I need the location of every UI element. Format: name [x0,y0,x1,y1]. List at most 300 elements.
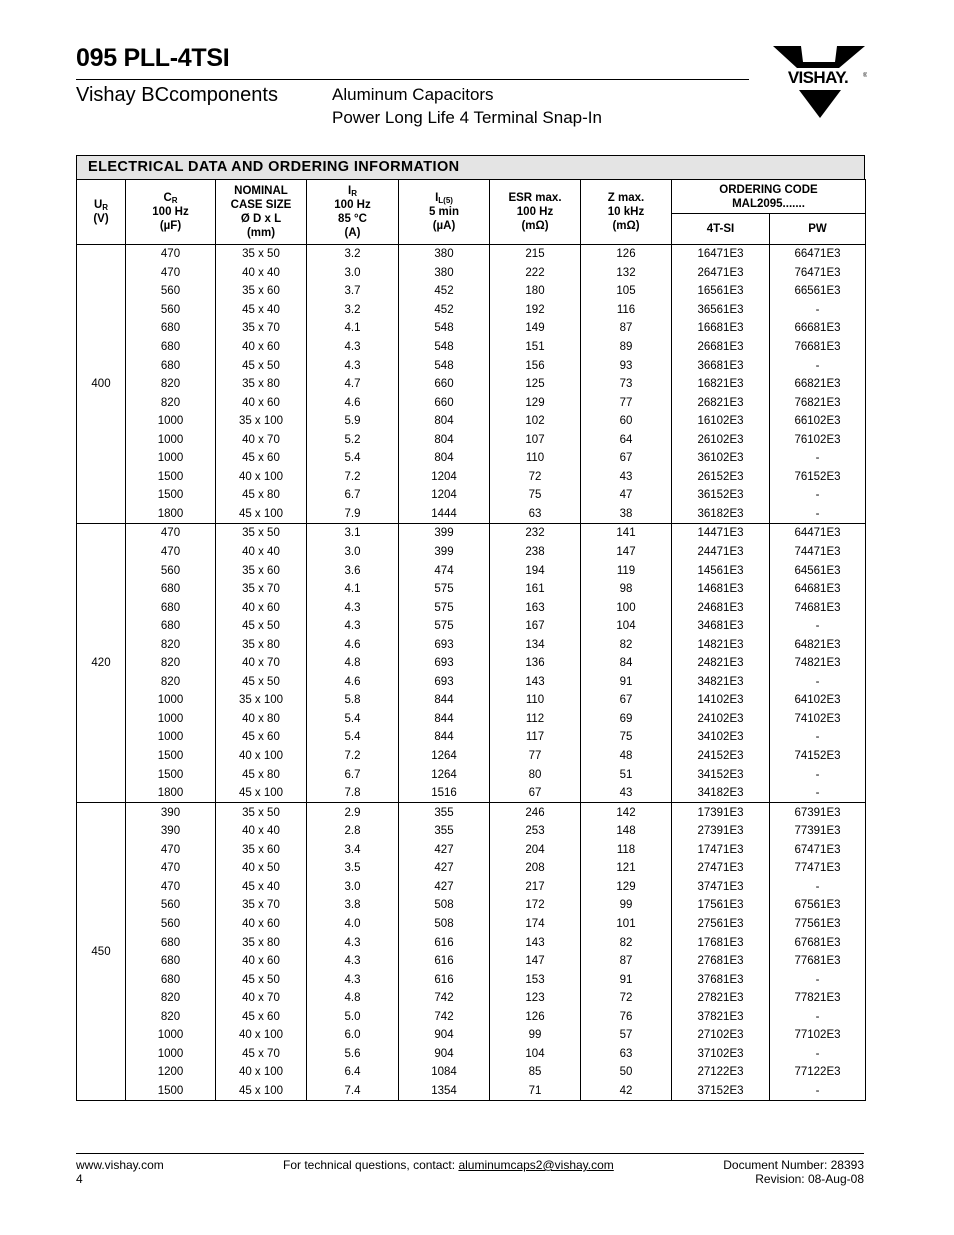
esr-cell: 75 [490,486,581,505]
cr-cell: 1000 [126,1045,216,1064]
case-size-cell: 40 x 60 [216,952,307,971]
ir-cell: 4.3 [307,356,399,375]
table-row [77,1026,866,1045]
z-cell: 147 [581,543,672,562]
code-4tsi-cell: 16102E3 [672,412,770,431]
cr-cell: 560 [126,301,216,320]
cr-cell: 1000 [126,728,216,747]
z-cell: 104 [581,617,672,636]
code-pw-cell: 76102E3 [770,430,866,449]
table-row [77,449,866,468]
case-size-cell: 40 x 40 [216,264,307,283]
esr-cell: 71 [490,1082,581,1101]
cr-cell: 820 [126,393,216,412]
case-size-cell: 40 x 70 [216,430,307,449]
cr-cell: 680 [126,617,216,636]
z-cell: 99 [581,896,672,915]
cr-cell: 680 [126,580,216,599]
ir-cell: 3.6 [307,561,399,580]
z-cell: 126 [581,245,672,264]
ir-cell: 4.3 [307,970,399,989]
code-4tsi-cell: 34182E3 [672,784,770,803]
product-subtitle [332,83,602,129]
cr-cell: 470 [126,878,216,897]
code-pw-cell: 64471E3 [770,524,866,543]
il-cell: 548 [399,338,490,357]
ir-cell: 4.8 [307,654,399,673]
z-cell: 64 [581,430,672,449]
z-cell: 148 [581,822,672,841]
il-cell: 355 [399,803,490,822]
z-cell: 50 [581,1063,672,1082]
esr-cell: 143 [490,673,581,692]
z-cell: 43 [581,468,672,487]
esr-cell: 102 [490,412,581,431]
cr-cell: 680 [126,952,216,971]
z-cell: 119 [581,561,672,580]
code-pw-cell: 64681E3 [770,580,866,599]
ir-cell: 4.3 [307,952,399,971]
code-4tsi-cell: 36182E3 [672,505,770,524]
ir-cell: 2.9 [307,803,399,822]
ir-cell: 7.2 [307,747,399,766]
case-size-cell: 35 x 60 [216,561,307,580]
case-size-cell: 35 x 60 [216,841,307,860]
case-size-cell: 45 x 80 [216,765,307,784]
code-pw-cell: - [770,617,866,636]
cr-cell: 1200 [126,1063,216,1082]
code-pw-cell: 77391E3 [770,822,866,841]
header-rule [76,79,749,80]
z-cell: 82 [581,635,672,654]
ir-cell: 4.6 [307,393,399,412]
case-size-cell: 40 x 60 [216,598,307,617]
il-cell: 660 [399,375,490,394]
table-row [77,784,866,803]
code-pw-cell: 64102E3 [770,691,866,710]
z-cell: 89 [581,338,672,357]
ir-cell: 4.6 [307,635,399,654]
code-4tsi-cell: 26102E3 [672,430,770,449]
code-pw-cell: - [770,1045,866,1064]
cr-cell: 470 [126,543,216,562]
esr-cell: 163 [490,598,581,617]
il-cell: 1084 [399,1063,490,1082]
case-size-cell: 40 x 100 [216,1063,307,1082]
code-4tsi-cell: 34102E3 [672,728,770,747]
table-row [77,1063,866,1082]
esr-cell: 161 [490,580,581,599]
z-cell: 51 [581,765,672,784]
z-cell: 43 [581,784,672,803]
table-row [77,728,866,747]
il-cell: 616 [399,933,490,952]
esr-cell: 192 [490,301,581,320]
ir-cell: 3.0 [307,543,399,562]
il-cell: 380 [399,245,490,264]
table-row [77,486,866,505]
ir-cell: 4.3 [307,598,399,617]
col-header-il: $I_{L(5)}$ 5 min (µA) [399,180,490,245]
z-cell: 48 [581,747,672,766]
logo-text: VISHAY. [787,68,849,87]
ir-cell: 3.5 [307,859,399,878]
code-4tsi-cell: 14471E3 [672,524,770,543]
il-cell: 1264 [399,765,490,784]
code-4tsi-cell: 24681E3 [672,598,770,617]
table-row [77,430,866,449]
table-row [77,803,866,822]
code-pw-cell: - [770,970,866,989]
cr-cell: 680 [126,933,216,952]
table-row [77,301,866,320]
code-4tsi-cell: 17561E3 [672,896,770,915]
il-cell: 693 [399,654,490,673]
ir-cell: 4.0 [307,915,399,934]
code-4tsi-cell: 37821E3 [672,1007,770,1026]
code-4tsi-cell: 34821E3 [672,673,770,692]
ir-cell: 3.7 [307,282,399,301]
esr-cell: 204 [490,841,581,860]
code-pw-cell: 74821E3 [770,654,866,673]
code-pw-cell: 67681E3 [770,933,866,952]
col-header-ur: $U_R$ (V) [77,180,126,245]
il-cell: 1264 [399,747,490,766]
table-row [77,710,866,729]
ir-cell: 4.7 [307,375,399,394]
code-4tsi-cell: 24102E3 [672,710,770,729]
esr-cell: 129 [490,393,581,412]
case-size-cell: 35 x 70 [216,319,307,338]
z-cell: 105 [581,282,672,301]
ir-cell: 6.7 [307,765,399,784]
table-row [77,841,866,860]
code-4tsi-cell: 14561E3 [672,561,770,580]
il-cell: 742 [399,1007,490,1026]
il-cell: 427 [399,841,490,860]
z-cell: 84 [581,654,672,673]
cr-cell: 560 [126,561,216,580]
table-body [77,245,866,1101]
case-size-cell: 40 x 100 [216,1026,307,1045]
code-4tsi-cell: 16821E3 [672,375,770,394]
code-pw-cell: 74152E3 [770,747,866,766]
code-pw-cell: 66561E3 [770,282,866,301]
z-cell: 129 [581,878,672,897]
document-title: 095 PLL-4TSI [76,44,230,72]
code-4tsi-cell: 16471E3 [672,245,770,264]
code-pw-cell: 76152E3 [770,468,866,487]
esr-cell: 63 [490,505,581,524]
z-cell: 100 [581,598,672,617]
code-4tsi-cell: 24471E3 [672,543,770,562]
ur-voltage-cell: 450 [77,803,126,1101]
ir-cell: 5.8 [307,691,399,710]
code-4tsi-cell: 26471E3 [672,264,770,283]
cr-cell: 560 [126,282,216,301]
z-cell: 60 [581,412,672,431]
table-row [77,412,866,431]
code-pw-cell: - [770,505,866,524]
contact-email-link[interactable]: aluminumcaps2@vishay.com [458,1158,614,1172]
il-cell: 904 [399,1045,490,1064]
code-pw-cell: 77821E3 [770,989,866,1008]
code-4tsi-cell: 16681E3 [672,319,770,338]
code-4tsi-cell: 34152E3 [672,765,770,784]
esr-cell: 99 [490,1026,581,1045]
case-size-cell: 45 x 100 [216,784,307,803]
il-cell: 804 [399,430,490,449]
cr-cell: 1800 [126,505,216,524]
code-pw-cell: 64561E3 [770,561,866,580]
esr-cell: 153 [490,970,581,989]
case-size-cell: 45 x 50 [216,673,307,692]
code-4tsi-cell: 16561E3 [672,282,770,301]
z-cell: 142 [581,803,672,822]
code-4tsi-cell: 27102E3 [672,1026,770,1045]
z-cell: 118 [581,841,672,860]
esr-cell: 147 [490,952,581,971]
code-4tsi-cell: 27561E3 [672,915,770,934]
z-cell: 132 [581,264,672,283]
esr-cell: 107 [490,430,581,449]
col-header-ordering-code: ORDERING CODE MAL2095....... [672,180,866,214]
table-row [77,468,866,487]
esr-cell: 117 [490,728,581,747]
il-cell: 844 [399,691,490,710]
il-cell: 844 [399,710,490,729]
code-pw-cell: - [770,301,866,320]
z-cell: 93 [581,356,672,375]
case-size-cell: 40 x 40 [216,822,307,841]
code-pw-cell: 74471E3 [770,543,866,562]
esr-cell: 112 [490,710,581,729]
ir-cell: 3.2 [307,245,399,264]
table-row [77,915,866,934]
code-4tsi-cell: 14821E3 [672,635,770,654]
esr-cell: 172 [490,896,581,915]
footer-website-link[interactable]: www.vishay.com [76,1158,164,1172]
case-size-cell: 40 x 70 [216,989,307,1008]
col-header-ir: $I_R$ 100 Hz 85 °C (A) [307,180,399,245]
il-cell: 575 [399,598,490,617]
code-pw-cell: 67561E3 [770,896,866,915]
cr-cell: 680 [126,970,216,989]
cr-cell: 680 [126,356,216,375]
cr-cell: 820 [126,673,216,692]
table-row [77,1082,866,1101]
code-4tsi-cell: 27391E3 [672,822,770,841]
il-cell: 427 [399,878,490,897]
cr-cell: 1000 [126,412,216,431]
esr-cell: 72 [490,468,581,487]
il-cell: 616 [399,970,490,989]
case-size-cell: 40 x 80 [216,710,307,729]
cr-cell: 680 [126,338,216,357]
case-size-cell: 40 x 40 [216,543,307,562]
company-name: Vishay BCcomponents [76,84,278,106]
table-row [77,691,866,710]
case-size-cell: 40 x 100 [216,747,307,766]
code-pw-cell: 76821E3 [770,393,866,412]
code-4tsi-cell: 26821E3 [672,393,770,412]
case-size-cell: 45 x 50 [216,617,307,636]
ir-cell: 3.2 [307,301,399,320]
code-4tsi-cell: 26681E3 [672,338,770,357]
case-size-cell: 35 x 50 [216,803,307,822]
table-row [77,245,866,264]
code-pw-cell: 66102E3 [770,412,866,431]
esr-cell: 149 [490,319,581,338]
il-cell: 508 [399,915,490,934]
ir-cell: 7.4 [307,1082,399,1101]
code-pw-cell: 74681E3 [770,598,866,617]
il-cell: 742 [399,989,490,1008]
case-size-cell: 35 x 80 [216,375,307,394]
code-4tsi-cell: 36681E3 [672,356,770,375]
esr-cell: 208 [490,859,581,878]
il-cell: 355 [399,822,490,841]
cr-cell: 1000 [126,430,216,449]
code-4tsi-cell: 37152E3 [672,1082,770,1101]
cr-cell: 1500 [126,765,216,784]
esr-cell: 238 [490,543,581,562]
table-row [77,375,866,394]
ir-cell: 3.8 [307,896,399,915]
code-pw-cell: 77122E3 [770,1063,866,1082]
ir-cell: 2.8 [307,822,399,841]
cr-cell: 1500 [126,486,216,505]
il-cell: 804 [399,449,490,468]
case-size-cell: 45 x 40 [216,301,307,320]
z-cell: 76 [581,1007,672,1026]
case-size-cell: 45 x 70 [216,1045,307,1064]
z-cell: 77 [581,393,672,412]
esr-cell: 246 [490,803,581,822]
code-pw-cell: 66471E3 [770,245,866,264]
code-4tsi-cell: 27122E3 [672,1063,770,1082]
case-size-cell: 40 x 60 [216,915,307,934]
ir-cell: 4.1 [307,580,399,599]
code-pw-cell: 76681E3 [770,338,866,357]
cr-cell: 680 [126,319,216,338]
table-row [77,747,866,766]
cr-cell: 470 [126,859,216,878]
code-pw-cell: - [770,486,866,505]
ir-cell: 7.9 [307,505,399,524]
code-pw-cell: 77102E3 [770,1026,866,1045]
col-header-case-size: NOMINAL CASE SIZE Ø D x L (mm) [216,180,307,245]
page-number: 4 [76,1172,83,1186]
code-pw-cell: 67391E3 [770,803,866,822]
footer-contact-text: For technical questions, contact: [283,1158,459,1172]
code-pw-cell: 77681E3 [770,952,866,971]
cr-cell: 560 [126,915,216,934]
code-pw-cell: - [770,728,866,747]
z-cell: 57 [581,1026,672,1045]
case-size-cell: 45 x 40 [216,878,307,897]
il-cell: 616 [399,952,490,971]
cr-cell: 820 [126,635,216,654]
footer-right [723,1158,864,1186]
z-cell: 87 [581,319,672,338]
ir-cell: 5.2 [307,430,399,449]
code-4tsi-cell: 27821E3 [672,989,770,1008]
table-row [77,505,866,524]
z-cell: 82 [581,933,672,952]
case-size-cell: 45 x 80 [216,486,307,505]
ir-cell: 4.3 [307,933,399,952]
cr-cell: 470 [126,841,216,860]
code-pw-cell: 74102E3 [770,710,866,729]
code-4tsi-cell: 37471E3 [672,878,770,897]
case-size-cell: 35 x 50 [216,524,307,543]
cr-cell: 390 [126,822,216,841]
code-4tsi-cell: 17471E3 [672,841,770,860]
code-pw-cell: - [770,449,866,468]
table-row [77,859,866,878]
code-4tsi-cell: 17391E3 [672,803,770,822]
table-row [77,952,866,971]
footer-rule [76,1153,864,1154]
cr-cell: 470 [126,245,216,264]
z-cell: 91 [581,970,672,989]
il-cell: 474 [399,561,490,580]
subtitle-line-1: Aluminum Capacitors [332,85,494,104]
case-size-cell: 45 x 60 [216,1007,307,1026]
code-pw-cell: 64821E3 [770,635,866,654]
il-cell: 804 [399,412,490,431]
il-cell: 548 [399,319,490,338]
case-size-cell: 35 x 50 [216,245,307,264]
esr-cell: 67 [490,784,581,803]
il-cell: 427 [399,859,490,878]
code-pw-cell: 66681E3 [770,319,866,338]
ir-cell: 5.4 [307,710,399,729]
case-size-cell: 35 x 70 [216,896,307,915]
z-cell: 73 [581,375,672,394]
code-4tsi-cell: 26152E3 [672,468,770,487]
table-row [77,561,866,580]
esr-cell: 126 [490,1007,581,1026]
code-4tsi-cell: 36102E3 [672,449,770,468]
ir-cell: 3.0 [307,264,399,283]
code-4tsi-cell: 27681E3 [672,952,770,971]
z-cell: 101 [581,915,672,934]
code-pw-cell: 66821E3 [770,375,866,394]
il-cell: 508 [399,896,490,915]
esr-cell: 215 [490,245,581,264]
col-header-z: Z max. 10 kHz (mΩ) [581,180,672,245]
ir-cell: 4.3 [307,617,399,636]
code-4tsi-cell: 14102E3 [672,691,770,710]
z-cell: 98 [581,580,672,599]
case-size-cell: 40 x 100 [216,468,307,487]
il-cell: 380 [399,264,490,283]
esr-cell: 232 [490,524,581,543]
z-cell: 141 [581,524,672,543]
il-cell: 904 [399,1026,490,1045]
z-cell: 87 [581,952,672,971]
code-pw-cell: - [770,878,866,897]
case-size-cell: 40 x 50 [216,859,307,878]
code-4tsi-cell: 34681E3 [672,617,770,636]
code-pw-cell: - [770,765,866,784]
cr-cell: 470 [126,524,216,543]
il-cell: 575 [399,580,490,599]
code-pw-cell: 67471E3 [770,841,866,860]
z-cell: 67 [581,449,672,468]
